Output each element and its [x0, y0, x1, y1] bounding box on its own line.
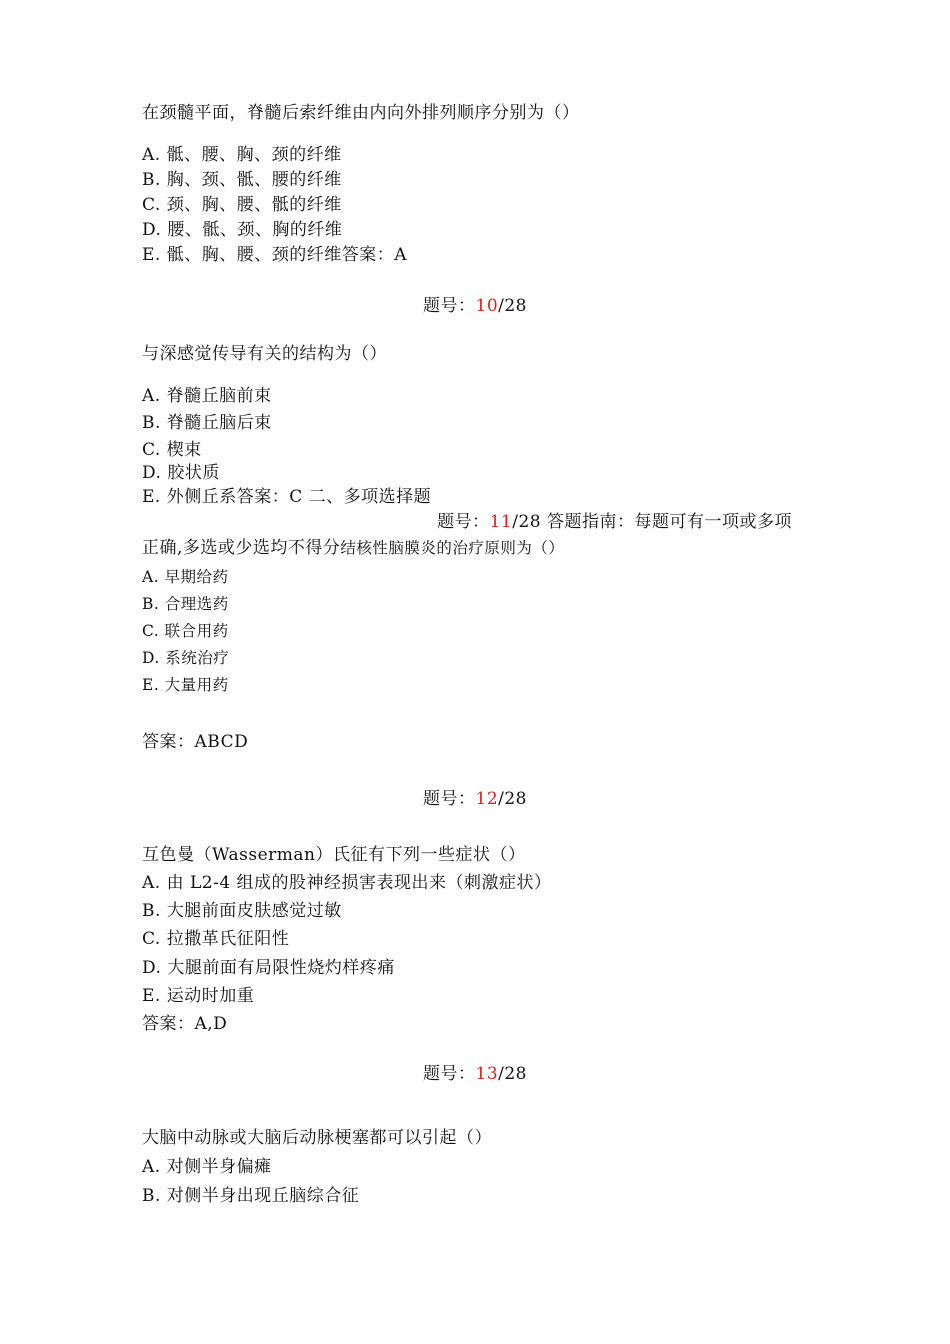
question-number-header: [0, 788, 950, 810]
option-a: A. 由 L2-4 组成的股神经损害表现出来（刺激症状）: [142, 873, 552, 893]
option-d: D. 腰、骶、颈、胸的纤维: [142, 220, 343, 240]
option-a: A. 脊髓丘脑前束: [142, 386, 272, 406]
question-total: /28: [498, 1064, 527, 1084]
option-c: C. 楔束: [142, 440, 202, 460]
question-stem: 与深感觉传导有关的结构为（）: [142, 344, 387, 364]
option-b: B. 大腿前面皮肤感觉过敏: [142, 901, 342, 921]
answer: 答案：A,D: [142, 1014, 228, 1034]
question-number: 13: [475, 1064, 499, 1084]
question-number: 12: [475, 789, 499, 809]
option-e-with-answer: E. 骶、胸、腰、颈的纤维答案：A: [142, 245, 407, 265]
question-number-header: [0, 1063, 950, 1085]
answer: 答案：ABCD: [142, 732, 249, 752]
guide-and-stem: [142, 537, 564, 559]
question-stem: 结核性脑膜炎的治疗原则为（）: [340, 539, 565, 557]
option-a: A. 骶、腰、胸、颈的纤维: [142, 145, 342, 165]
option-c: C. 拉撒革氏征阳性: [142, 929, 290, 949]
question-number: 10: [475, 296, 499, 316]
header-prefix: 题号：: [423, 789, 476, 809]
question-number-header: [437, 511, 792, 533]
header-prefix: 题号：: [423, 296, 476, 316]
option-e: E. 运动时加重: [142, 986, 255, 1006]
option-d: D. 系统治疗: [142, 649, 230, 667]
option-e-with-answer: E. 外侧丘系答案：C 二、多项选择题: [142, 487, 432, 507]
question-total: /28: [498, 296, 527, 316]
option-d: D. 胶状质: [142, 463, 220, 483]
option-c: C. 颈、胸、腰、骶的纤维: [142, 195, 342, 215]
option-a: A. 对侧半身偏瘫: [142, 1157, 272, 1177]
question-total: /28: [498, 789, 527, 809]
question-stem: 互色曼（Wasserman）氏征有下列一些症状（）: [142, 845, 526, 865]
question-total-and-guide: /28 答题指南：每题可有一项或多项: [512, 512, 792, 532]
option-c: C. 联合用药: [142, 622, 229, 640]
option-b: B. 脊髓丘脑后束: [142, 413, 272, 433]
option-b: B. 胸、颈、骶、腰的纤维: [142, 170, 342, 190]
guide-continuation: 正确,多选或少选均不得分: [142, 538, 341, 558]
option-e: E. 大量用药: [142, 676, 229, 694]
question-stem: 大脑中动脉或大脑后动脉梗塞都可以引起（）: [142, 1128, 492, 1148]
header-prefix: 题号：: [423, 1064, 476, 1084]
question-number: 11: [489, 512, 513, 532]
option-d: D. 大腿前面有局限性烧灼样疼痛: [142, 958, 395, 978]
question-stem: 在颈髓平面，脊髓后索纤维由内向外排列顺序分别为（）: [142, 103, 580, 123]
header-prefix: 题号：: [437, 512, 490, 532]
question-number-header: [0, 295, 950, 317]
option-b: B. 合理选药: [142, 595, 229, 613]
option-b: B. 对侧半身出现丘脑综合征: [142, 1186, 360, 1206]
option-a: A. 早期给药: [142, 568, 229, 586]
